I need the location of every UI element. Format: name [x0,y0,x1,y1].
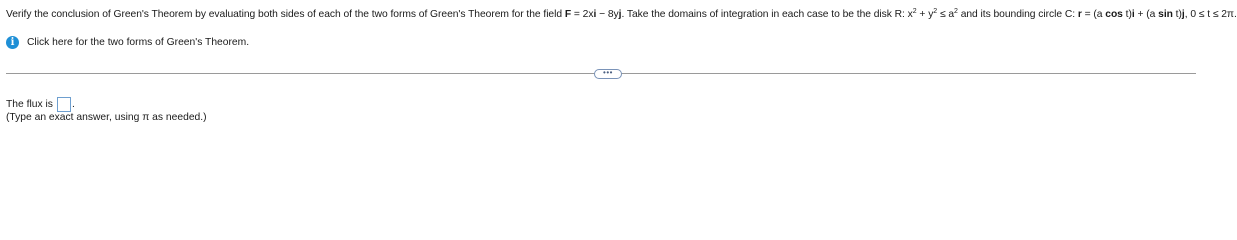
flux-answer-input[interactable] [57,97,71,112]
exponent: 2 [933,8,938,15]
unit-vector-i: i [593,9,597,20]
hint-row[interactable] [6,36,249,49]
field-expression: = 2x [571,9,594,20]
greens-theorem-forms-link[interactable]: Click here for the two forms of Green's Theorem. [27,37,250,48]
vector-r: r [1077,9,1082,20]
exponent: 2 [912,8,917,15]
problem-statement [6,8,1237,22]
field-symbol: F [564,9,572,20]
problem-text: ≤ a [937,9,955,20]
unit-vector-i: i [1131,9,1135,20]
info-icon[interactable]: i [6,36,19,49]
answer-instructions: (Type an exact answer, using π as needed.) [6,112,207,123]
problem-text: Verify the conclusion of Green's Theorem by evaluating both sides of each of the two forms of Green's Theorem for the field [6,9,565,20]
unit-vector-j: j [618,9,622,20]
problem-text: t) [1122,9,1132,20]
problem-text: t) [1172,9,1182,20]
problem-text: = (a [1081,9,1106,20]
problem-text: . Take the domains of integration in each case to be the disk R: x [621,9,913,20]
field-expression: − 8y [596,9,619,20]
problem-text: + y [916,9,934,20]
unit-vector-j: j [1181,9,1185,20]
answer-prefix: The flux is [6,99,53,110]
exponent: 2 [954,8,958,15]
sin-function: sin [1158,9,1173,20]
answer-row [6,97,75,112]
problem-text: and its bounding circle C: [957,9,1078,20]
parameter-range: , 0 ≤ t ≤ 2π. [1184,9,1237,20]
cos-function: cos [1105,9,1123,20]
expand-more-button[interactable]: ••• [594,69,622,79]
problem-text: + (a [1134,9,1159,20]
answer-suffix: . [71,99,75,110]
